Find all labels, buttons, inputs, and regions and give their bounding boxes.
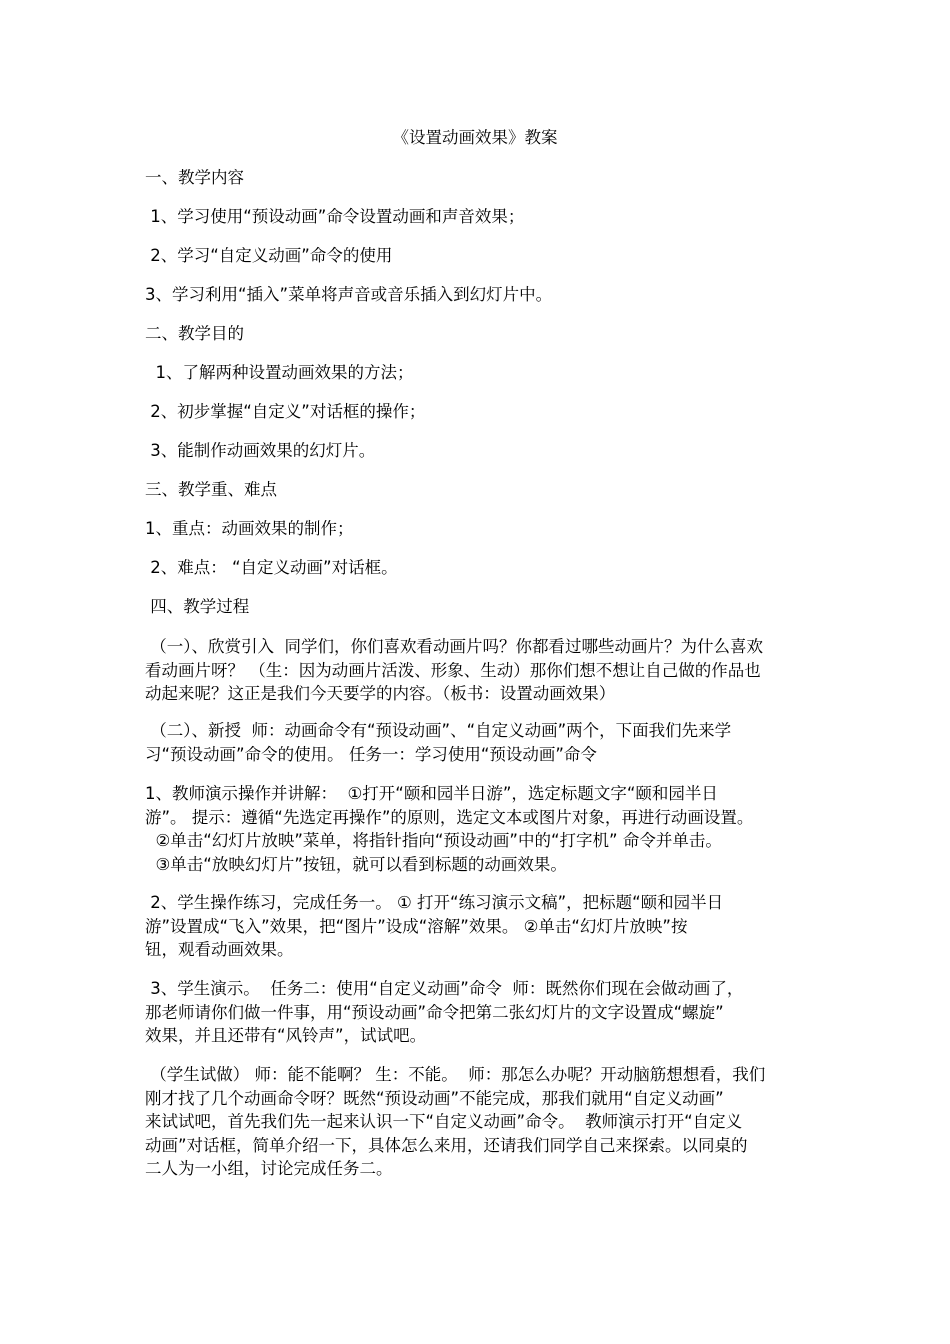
process-paragraph-new-lesson xyxy=(145,719,810,766)
goal-item-2: 2、初步掌握“自定义”对话框的操作； xyxy=(145,402,426,421)
paragraph-line: 那老师请你们做一件事，用“预设动画”命令把第二张幻灯片的文字设置成“螺旋” xyxy=(145,1002,724,1022)
section-heading-goals: 二、教学目的 xyxy=(145,324,244,343)
paragraph-line: 看动画片呀？ （生：因为动画片活泼、形象、生动）那你们想不想让自己做的作品也 xyxy=(145,660,761,680)
process-paragraph-teacher-demo xyxy=(145,782,810,876)
paragraph-line: 动画”对话框，简单介绍一下，具体怎么来用，还请我们同学自己来探索。以同桌的 xyxy=(145,1135,748,1155)
paragraph-line: 来试试吧，首先我们先一起来认识一下“自定义动画”命令。 教师演示打开“自定义 xyxy=(145,1112,743,1131)
paragraph-line: 游”设置成“飞入”效果，把“图片”设成“溶解”效果。 ②单击“幻灯片放映”按 xyxy=(145,916,688,936)
process-paragraph-intro xyxy=(145,635,810,706)
paragraph-line: 二人为一小组，讨论完成任务二。 xyxy=(145,1159,393,1178)
paragraph-line: 游”。 提示：遵循“先选定再操作”的原则，选定文本或图片对象，再进行动画设置。 xyxy=(145,807,754,827)
paragraph-line: ②单击“幻灯片放映”菜单，将指针指向“预设动画”中的“打字机” 命令并单击。 xyxy=(145,831,722,850)
goal-item-1: 1、了解两种设置动画效果的方法； xyxy=(145,363,414,382)
section-heading-key-points: 三、教学重、难点 xyxy=(145,480,277,499)
paragraph-line: 效果，并且还带有“风铃声”，试试吧。 xyxy=(145,1026,427,1045)
paragraph-line: 钮，观看动画效果。 xyxy=(145,940,294,959)
key-point-2: 2、难点： “自定义动画”对话框。 xyxy=(145,558,398,577)
paragraph-line: 动起来呢？这正是我们今天要学的内容。（板书：设置动画效果） xyxy=(145,684,616,703)
paragraph-line: 2、学生操作练习，完成任务一。 ① 打开“练习演示文稿”，把标题“颐和园半日 xyxy=(145,893,724,912)
paragraph-line: （一）、欣赏引入 同学们，你们喜欢看动画片吗？你都看过哪些动画片？为什么喜欢 xyxy=(145,637,763,656)
content-item-2: 2、学习“自定义动画”命令的使用 xyxy=(145,246,393,265)
section-heading-content: 一、教学内容 xyxy=(145,168,244,187)
content-item-3: 3、学习利用“插入”菜单将声音或音乐插入到幻灯片中。 xyxy=(145,285,553,304)
paragraph-line: 习“预设动画”命令的使用。 任务一：学习使用“预设动画”命令 xyxy=(145,744,597,764)
section-heading-process: 四、教学过程 xyxy=(145,597,250,616)
key-point-1: 1、重点：动画效果的制作； xyxy=(145,519,354,538)
content-item-1: 1、学习使用“预设动画”命令设置动画和声音效果； xyxy=(145,207,525,226)
paragraph-line: 3、学生演示。 任务二：使用“自定义动画”命令 师：既然你们现在会做动画了， xyxy=(145,979,744,998)
paragraph-line: 刚才找了几个动画命令呀？既然“预设动画”不能完成，那我们就用“自定义动画” xyxy=(145,1088,724,1108)
process-paragraph-student-demo xyxy=(145,977,810,1048)
process-paragraph-student-practice xyxy=(145,891,810,962)
document-title: 《设置动画效果》教案 xyxy=(392,128,558,147)
process-paragraph-custom-animation xyxy=(145,1063,810,1181)
goal-item-3: 3、能制作动画效果的幻灯片。 xyxy=(145,441,376,460)
paragraph-line: （二）、新授 师：动画命令有“预设动画”、“自定义动画”两个，下面我们先来学 xyxy=(145,721,732,740)
paragraph-line: ③单击“放映幻灯片”按钮，就可以看到标题的动画效果。 xyxy=(145,854,567,874)
paragraph-line: 1、教师演示操作并讲解： ①打开“颐和园半日游”，选定标题文字“颐和园半日 xyxy=(145,784,718,803)
paragraph-line: （学生试做） 师：能不能啊？ 生：不能。 师：那怎么办呢？开动脑筋想想看，我们 xyxy=(145,1065,766,1084)
